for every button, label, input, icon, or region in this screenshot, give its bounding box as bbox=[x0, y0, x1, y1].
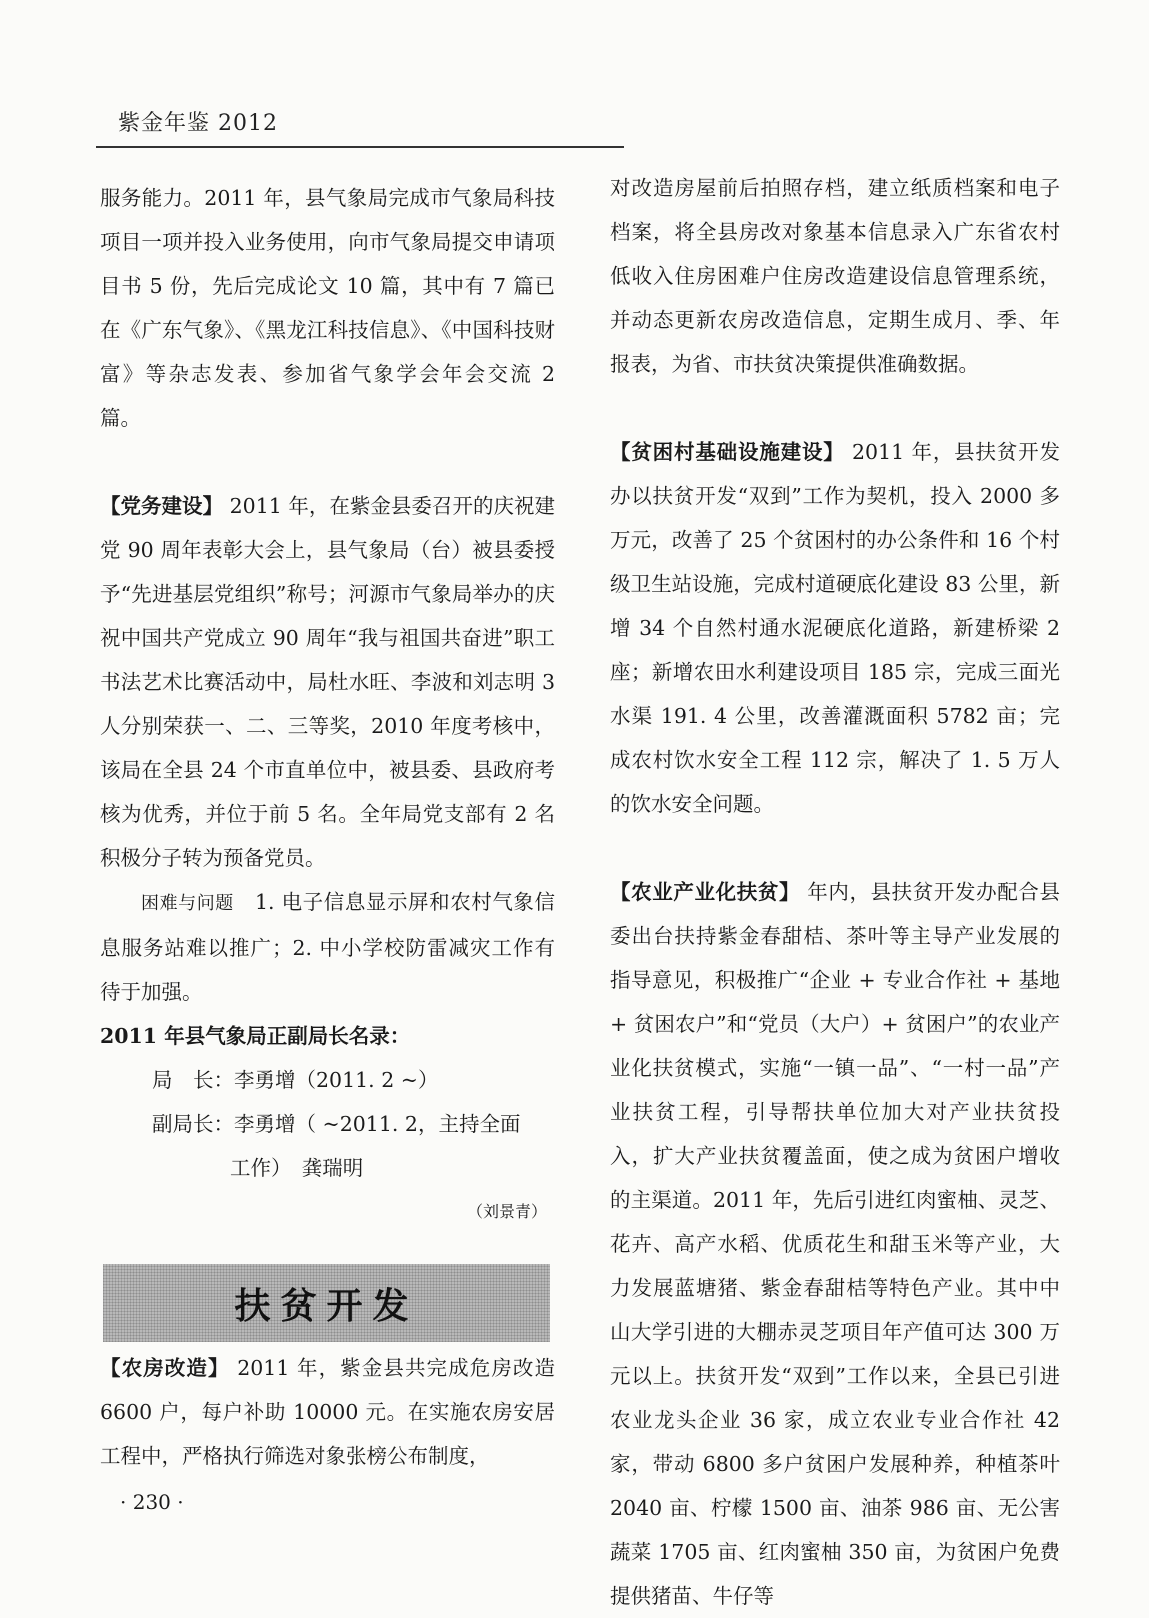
section-head-housing: 【农房改造】 bbox=[100, 1356, 230, 1380]
left-column-bottom bbox=[100, 1346, 555, 1478]
housing-text: 2011 年，紫金县共完成危房改造 6600 户，每户补助 10000 元。在实施农房安居工程中，严格执行筛选对象张榜公布制度， bbox=[100, 1356, 556, 1468]
author-credit: （刘景青） bbox=[466, 1202, 547, 1221]
leader-director: 局 长：李勇增（2011. 2 ~） bbox=[152, 1068, 439, 1092]
leader-deputy: 副局长：李勇增（ ~2011. 2，主持全面 bbox=[152, 1112, 521, 1136]
spacer bbox=[610, 386, 1060, 430]
running-header: 紫金年鉴 2012 bbox=[118, 111, 278, 136]
paragraph-agriculture bbox=[610, 870, 1060, 1618]
paragraph-problems bbox=[100, 880, 555, 1014]
right-column bbox=[610, 166, 1060, 1618]
paragraph-infrastructure bbox=[610, 430, 1060, 826]
spacer bbox=[610, 826, 1060, 870]
banner-title: 扶贫开发 bbox=[234, 1285, 419, 1327]
section-head-infrastructure: 【贫困村基础设施建设】 bbox=[610, 440, 845, 464]
section-head-party: 【党务建设】 bbox=[100, 494, 224, 518]
problems-head: 困难与问题 bbox=[141, 893, 234, 914]
page-number: · 230 · bbox=[120, 1490, 184, 1514]
paragraph-service: 服务能力。2011 年，县气象局完成市气象局科技项目一项并投入业务使用，向市气象局提交申请项目书 5 份，先后完成论文 10 篇，其中有 7 篇已在《广东气象》、《黑龙江科技信息》、《中国科技财富》等杂志发表、参加省气象学会年会交流 2 篇。 bbox=[100, 186, 555, 430]
paragraph-housing-cont: 对改造房屋前后拍照存档，建立纸质档案和电子档案，将全县房改对象基本信息录入广东省农村低收入住房困难户住房改造建设信息管理系统，并动态更新农房改造信息，定期生成月、季、年报表，为省、市扶贫决策提供准确数据。 bbox=[610, 176, 1060, 376]
problems-text: 1. 电子信息显示屏和农村气象信息服务站难以推广；2. 中小学校防雷减灾工作有待于加强。 bbox=[100, 890, 555, 1004]
agriculture-text: 年内，县扶贫开发办配合县委出台扶持紫金春甜桔、茶叶等主导产业发展的指导意见，积极推广“企业 + 专业合作社 + 基地 + 贫困农户”和“党员（大户）+ 贫困户”的农业产业化扶贫模式，实施“一镇一品”、“一村一品”产业扶贫工程，引导帮扶单位加大对产业扶贫投入，扩大产业扶贫覆盖面，使之成为贫困户增收的主渠道。2011 年，先后引进红肉蜜柚、灵芝、花卉、高产水稻、优质花生和甜玉米等产业，大力发展蓝塘猪、紫金春甜桔等特色产业。其中中山大学引进的大棚赤灵芝项目年产值可达 300 万元以上。扶贫开发“双到”工作以来，全县已引进农业龙头企业 36 家，成立农业专业合作社 42 家，带动 6800 多户贫困户发展种养，种植茶叶 2040 亩、柠檬 1500 亩、油茶 986 亩、无公害蔬菜 1705 亩、红肉蜜柚 350 亩，为贫困户免费提供猪苗、牛仔等 bbox=[610, 880, 1061, 1608]
paragraph-party bbox=[100, 484, 555, 880]
header-rule bbox=[96, 146, 624, 148]
party-text: 2011 年，在紫金县委召开的庆祝建党 90 周年表彰大会上，县气象局（台）被县委授予“先进基层党组织”称号；河源市气象局举办的庆祝中国共产党成立 90 周年“我与祖国共奋进”职工书法艺术比赛活动中，局杜水旺、李波和刘志明 3 人分别荣获一、二、三等奖，2010 年度考核中，该局在全县 24 个市直单位中，被县委、县政府考核为优秀，并位于前 5 名。全年局党支部有 2 名积极分子转为预备党员。 bbox=[100, 494, 556, 870]
paragraph-housing bbox=[100, 1346, 555, 1478]
section-head-agriculture: 【农业产业化扶贫】 bbox=[610, 880, 801, 904]
section-banner bbox=[103, 1264, 550, 1342]
leader-deputy-cont: 工作） 龚瑞明 bbox=[230, 1156, 364, 1180]
leaders-title: 2011 年县气象局正副局长名录： bbox=[100, 1024, 411, 1048]
left-column bbox=[100, 176, 555, 1234]
infrastructure-text: 2011 年，县扶贫开发办以扶贫开发“双到”工作为契机，投入 2000 多万元，改善了 25 个贫困村的办公条件和 16 个村级卫生站设施，完成村道硬底化建设 83 公里，新增 34 个自然村通水泥硬底化道路，新建桥梁 2 座；新增农田水利建设项目 185 宗，完成三面光水渠 191. 4 公里，改善灌溉面积 5782 亩；完成农村饮水安全工程 112 宗，解决了 1. 5 万人的饮水安全问题。 bbox=[610, 440, 1060, 816]
spacer bbox=[100, 440, 555, 484]
